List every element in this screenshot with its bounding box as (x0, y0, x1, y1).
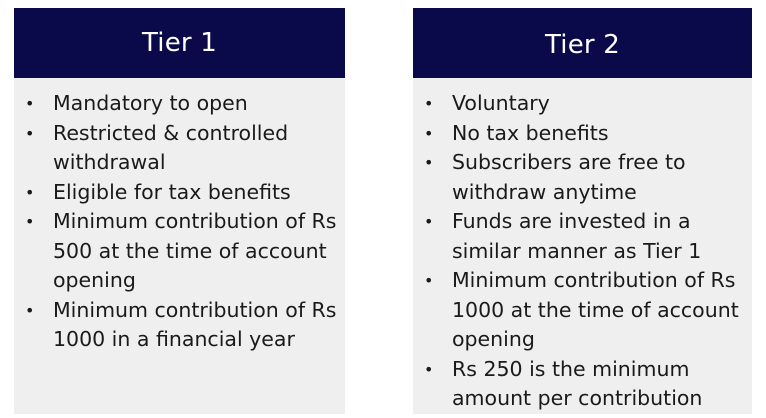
tier2-point-text: Rs 250 is the minimum amount per contribution (452, 356, 703, 410)
list-item (413, 148, 752, 207)
tier1-point-list (14, 78, 345, 355)
list-item (413, 207, 752, 266)
tier1-point-text: Minimum contribution of Rs 1000 in a financial year (53, 297, 337, 351)
list-item (14, 296, 345, 355)
tier2-point-text: No tax benefits (452, 120, 609, 145)
list-item (14, 207, 345, 296)
bullet-icon: • (424, 359, 434, 379)
list-item (14, 119, 345, 178)
list-item (413, 89, 752, 119)
tier1-card (14, 8, 345, 414)
bullet-icon: • (424, 153, 434, 172)
bullet-icon: • (424, 271, 434, 290)
list-item (413, 119, 752, 149)
bullet-icon: • (25, 212, 35, 231)
bullet-icon: • (25, 300, 35, 320)
tier1-point-text: Restricted & controlled withdrawal (53, 120, 289, 174)
tier1-title: Tier 1 (14, 8, 345, 78)
list-item (14, 178, 345, 208)
list-item (413, 355, 752, 414)
bullet-icon: • (424, 123, 434, 143)
bullet-icon: • (25, 94, 35, 113)
tier2-title: Tier 2 (413, 8, 752, 78)
tier2-card (413, 8, 752, 414)
bullet-icon: • (424, 212, 434, 231)
list-item (413, 266, 752, 355)
bullet-icon: • (25, 123, 35, 143)
tier1-point-text: Minimum contribution of Rs 500 at the time of account opening (53, 209, 337, 292)
bullet-icon: • (424, 94, 434, 113)
list-item (14, 89, 345, 119)
tier2-point-text: Voluntary (452, 91, 550, 115)
tier2-point-text: Funds are invested in a similar manner as Tier 1 (452, 209, 702, 263)
tier1-point-text: Eligible for tax benefits (53, 179, 291, 204)
tier1-point-text: Mandatory to open (53, 91, 248, 115)
tier2-point-text: Minimum contribution of Rs 1000 at the time of account opening (452, 268, 739, 351)
tier2-point-list (413, 78, 752, 414)
tier2-point-text: Subscribers are free to withdraw anytime (452, 150, 686, 204)
bullet-icon: • (25, 182, 35, 202)
